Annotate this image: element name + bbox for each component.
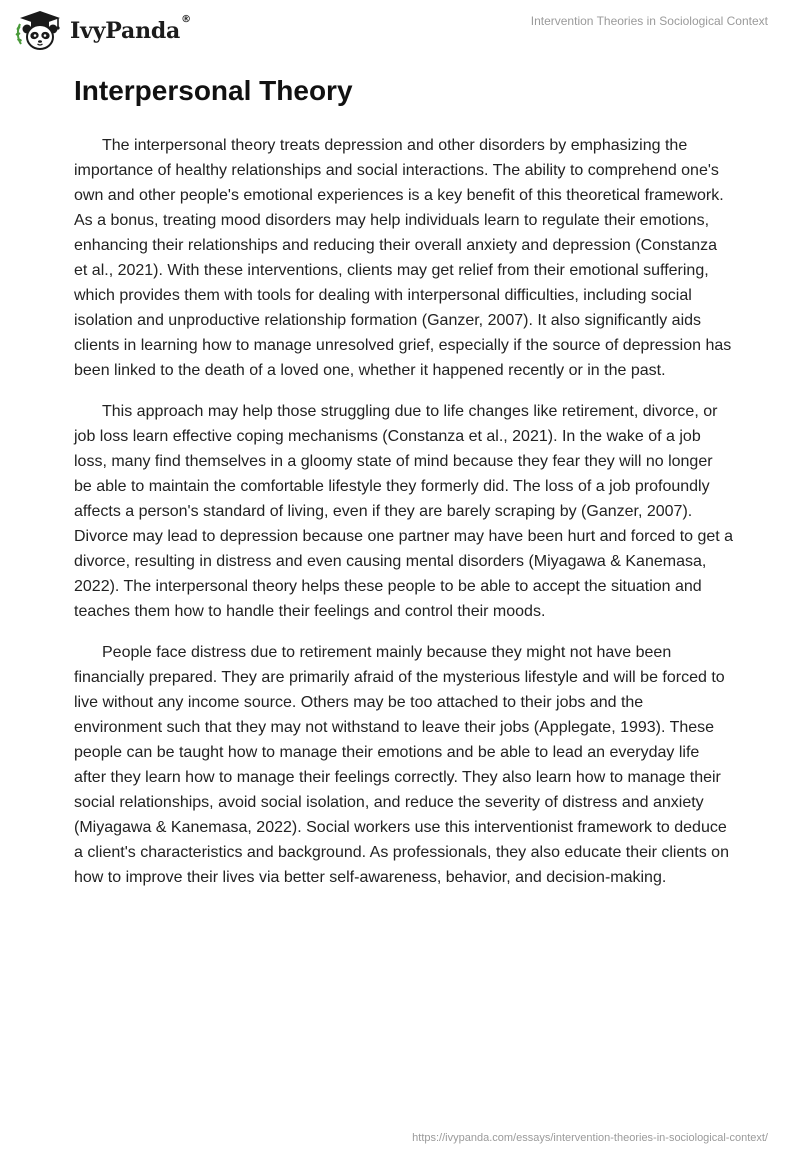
panda-graduate-icon: [14, 8, 66, 52]
document-title: Intervention Theories in Sociological Context: [530, 14, 768, 28]
paragraph-2: This approach may help those struggling due to life changes like retirement, divorce, or job loss learn effective coping mechanisms (Constanza et al., 2021). In the wake of a job loss, many find themselves in a gloomy state of mind because they fear they will no longer be able to maintain the comfortable lifestyle they formerly did. The loss of a job profoundly affects a person's standard of living, even if they are barely scraping by (Ganzer, 2007). Divorce may lead to depression because one partner may have been hurt and forced to get a divorce, resulting in distress and even causing mental disorders (Miyagawa & Kanemasa, 2022). The interpersonal theory helps these people to be able to accept the situation and teaches them how to handle their feelings and control their moods.: [74, 403, 734, 620]
source-url[interactable]: https://ivypanda.com/essays/intervention-theories-in-sociological-context/: [412, 1132, 768, 1144]
paragraph-1: The interpersonal theory treats depression and other disorders by emphasizing the importance of healthy relationships and social interactions. The ability to comprehend one's own and other people's emotional experiences is a key benefit of this theoretical framework. As a bonus, treating mood disorders may help individuals learn to regulate their emotions, enhancing their relationships and reducing their overall anxiety and depression (Constanza et al., 2021). With these interventions, clients may get relief from their emotional suffering, which provides them with tools for dealing with interpersonal difficulties, including social isolation and unproductive relationship formation (Ganzer, 2007). It also significantly aids clients in learning how to manage unresolved grief, especially if the source of depression has been linked to the death of a loved one, whether it happened recently or in the past.: [74, 137, 732, 379]
section-heading: Interpersonal Theory: [74, 75, 353, 106]
article-body: [74, 72, 734, 906]
brand-name: [70, 14, 191, 44]
ivypanda-logo[interactable]: [14, 8, 191, 52]
page-header: [0, 0, 800, 60]
paragraph-3: People face distress due to retirement mainly because they might not have been financially prepared. They are primarily afraid of the mysterious lifestyle and will be forced to live without any income source. Others may be too attached to their jobs and the environment such that they may not withstand to leave their jobs (Applegate, 1993). These people can be taught how to manage their emotions and be able to lead an everyday life after they learn how to manage their feelings correctly. They also learn how to manage their social relationships, avoid social isolation, and reduce the severity of distress and anxiety (Miyagawa & Kanemasa, 2022). Social workers use this interventionist framework to deduce a client's characteristics and background. As professionals, they also educate their clients on how to improve their lives via better self-awareness, behavior, and decision-making.: [74, 644, 729, 886]
registered-mark: ®: [181, 14, 191, 25]
brand-text: IvyPanda: [70, 18, 181, 44]
